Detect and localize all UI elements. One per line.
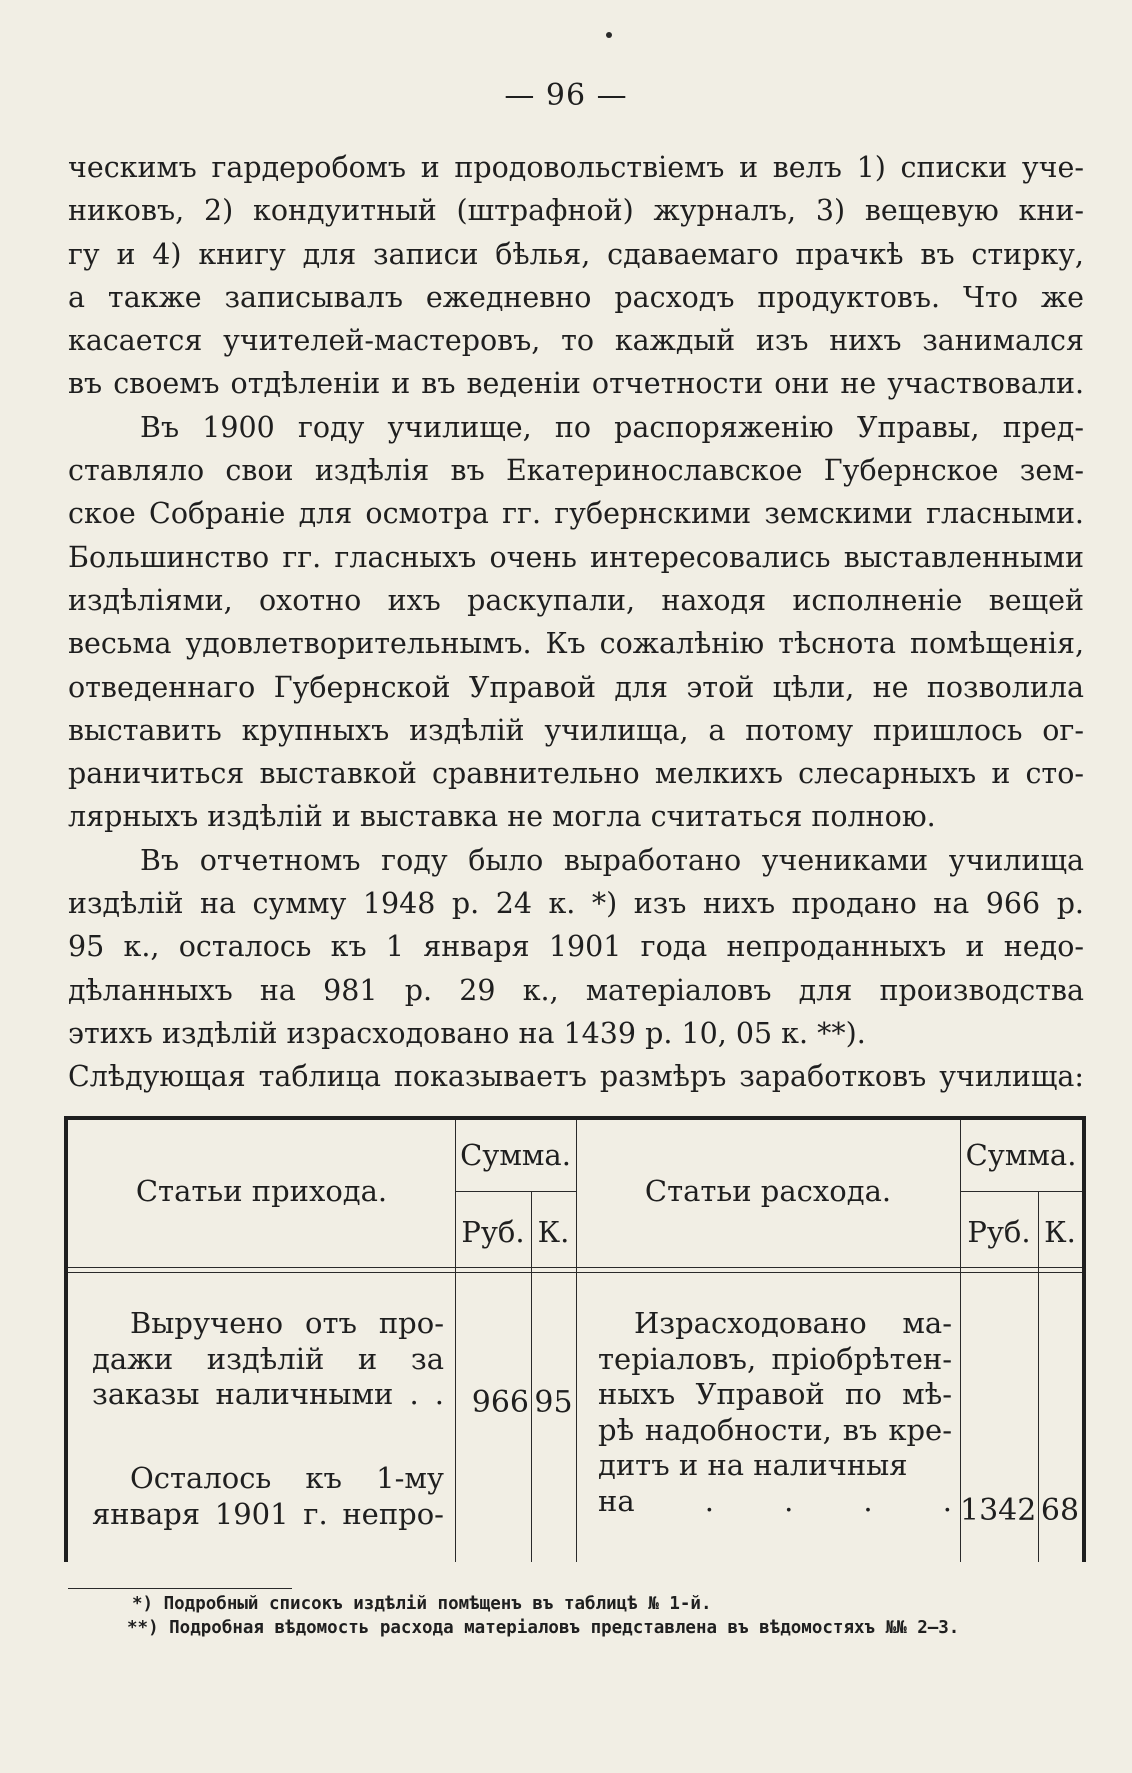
text-line: ставляло свои издѣлія въ Екатеринославское Губернское зем- [68,454,1084,488]
text-line: отведеннаго Губернской Управой для этой цѣли, не позволила [68,670,1084,704]
footnote: **) Подробная вѣдомость расхода матеріаловъ представлена въ вѣдомостяхъ №№ 2—3. [127,1618,960,1638]
income-kop-value: 95 [534,1385,573,1420]
income-rub-value: 966 [471,1385,529,1420]
text-line: а также записывалъ ежедневно расходъ продуктовъ. Что же [68,280,1084,314]
print-dot [606,32,612,38]
text-line: дѣланныхъ на 981 р. 29 к., матеріаловъ для производства [68,973,1084,1007]
expense-entry: Израсходовано ма- теріаловъ, пріобрѣтен- ныхъ Управой по мѣ- рѣ надобности, въ кре- дитъ и на наличныя на . . . . [598,1306,952,1518]
body-text [68,146,1084,1099]
rub-header: Руб. [967,1215,1031,1249]
text-line: лярныхъ издѣлій и выставка не могла считаться полною. [68,800,936,834]
earnings-table [64,1116,1086,1562]
footnote: *) Подробный списокъ издѣлій помѣщенъ въ таблицѣ № 1-й. [132,1594,712,1614]
kop-header: К. [537,1215,570,1249]
text-line: Большинство гг. гласныхъ очень интересовались выставленными [68,540,1084,574]
kop-header: К. [1044,1215,1076,1249]
text-line: гу и 4) книгу для записи бѣлья, сдаваемаго прачкѣ въ стирку, [68,237,1084,271]
rub-header: Руб. [461,1215,525,1249]
text-line: весьма удовлетворительнымъ. Къ сожалѣнію тѣснота помѣщенія, [68,627,1084,661]
header-rule [68,1267,1082,1268]
text-line: этихъ издѣлій израсходовано на 1439 р. 10, 05 к. **). [68,1016,866,1050]
text-line: Въ отчетномъ году было выработано учениками училища [140,843,1084,877]
text-line: никовъ, 2) кондуитный (штрафной) журналъ, 3) вещевую кни- [68,194,1084,228]
text-line: выставить крупныхъ издѣлій училища, а потому пришлось ог- [68,713,1084,747]
sum-subheader-rule [960,1191,1082,1192]
expense-rub-value: 1342 [960,1493,1037,1528]
table-top-rule [64,1116,1086,1120]
header-rule [68,1272,1082,1273]
text-line: раничиться выставкой сравнительно мелкихъ слесарныхъ и сто- [68,757,1084,791]
table-right-rule [1082,1116,1086,1562]
text-line: 95 к., осталось къ 1 января 1901 года непроданныхъ и недо- [68,930,1084,964]
expense-kop-value: 68 [1040,1493,1080,1528]
sum-header: Сумма. [965,1138,1077,1172]
expense-header: Статьи расхода. [644,1174,892,1208]
page-number: — 96 — [504,78,628,113]
text-line: издѣлій на сумму 1948 р. 24 к. *) изъ нихъ продано на 966 р. [68,887,1084,921]
text-line: касается учителей-мастеровъ, то каждый изъ нихъ занимался [68,324,1084,358]
text-line: Въ 1900 году училище, по распоряженію Управы, пред- [140,410,1084,444]
income-entry: Осталось къ 1-му января 1901 г. непро- [92,1461,444,1531]
footnotes [127,1592,960,1640]
income-header: Статьи прихода. [135,1174,388,1208]
text-line: ское Собраніе для осмотра гг. губернскими земскими гласными. [68,497,1084,531]
sum-header: Сумма. [460,1138,571,1172]
income-entry: Выручено отъ про- дажи издѣлій и за заказы наличными . . [92,1306,444,1411]
column-divider [455,1120,456,1562]
footnote-rule [68,1588,292,1589]
text-line: издѣліями, охотно ихъ раскупали, находя исполненіе вещей [68,583,1084,617]
text-line: Слѣдующая таблица показываетъ размѣръ заработковъ училища: [68,1060,1084,1094]
text-line: въ своемъ отдѣленіи и въ веденіи отчетности они не участвовали. [68,367,1084,401]
sum-subheader-rule [455,1191,576,1192]
text-line: ческимъ гардеробомъ и продовольствіемъ и велъ 1) списки уче- [68,151,1084,184]
